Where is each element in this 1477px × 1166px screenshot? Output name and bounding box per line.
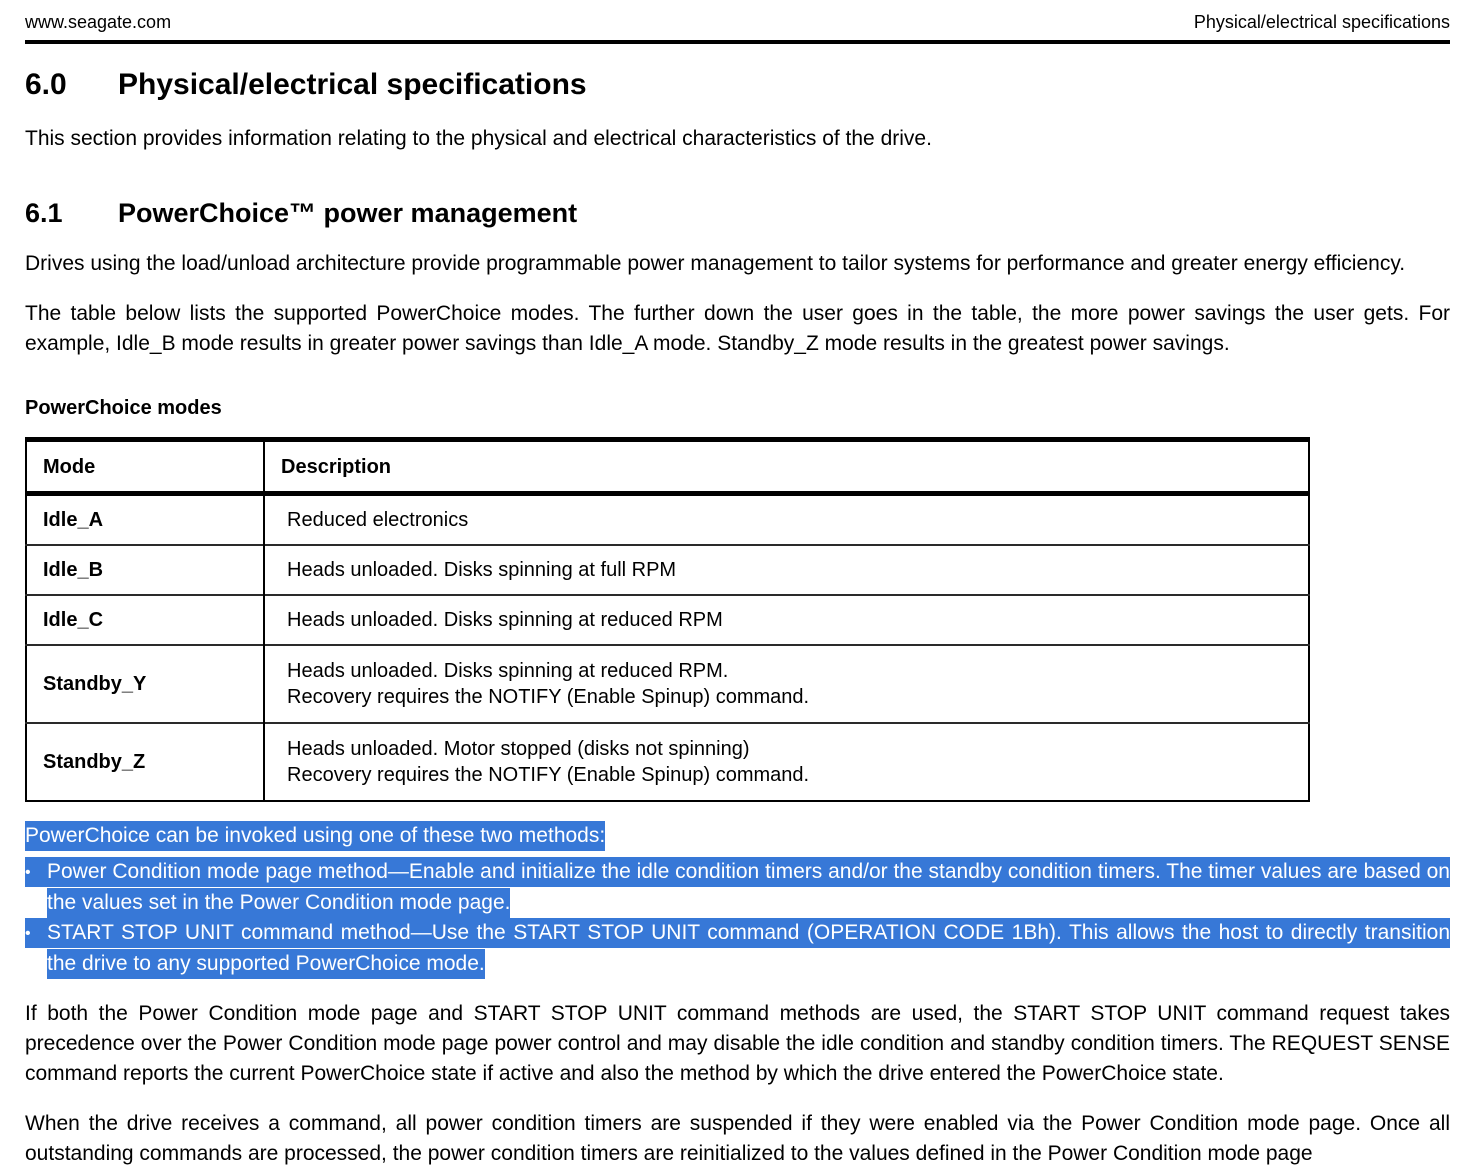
table-caption: PowerChoice modes: [25, 397, 222, 419]
column-header-description: Description: [264, 440, 1309, 494]
bullet-icon: •: [25, 925, 31, 942]
table-row: [26, 723, 1309, 801]
section-6-heading: [25, 68, 1450, 102]
section-6-1-title: PowerChoice™ power management: [118, 198, 578, 228]
table-row: [26, 645, 1309, 723]
mode-cell: Standby_Y: [26, 645, 264, 723]
description-cell: Heads unloaded. Disks spinning at reduced RPM. Recovery requires the NOTIFY (Enable Spinup) command.: [264, 645, 1309, 723]
table-header: [26, 440, 1309, 494]
running-header: [25, 0, 1450, 40]
mode-cell: Idle_C: [26, 595, 264, 645]
description-cell: Reduced electronics: [264, 494, 1309, 546]
bullet-icon: •: [25, 864, 31, 881]
bullet-item[interactable]: [25, 857, 1450, 918]
selected-text[interactable]: PowerChoice can be invoked using one of these two methods:: [25, 821, 605, 851]
selection-intro-line[interactable]: [25, 821, 1450, 851]
mode-cell: Idle_B: [26, 545, 264, 595]
table-row: [26, 545, 1309, 595]
table-row: [26, 494, 1309, 546]
powerchoice-paragraph-3: If both the Power Condition mode page and START STOP UNIT command methods are used, the START STOP UNIT command request takes precedence over the Power Condition mode page power control and may disable the idle condition and standby condition timers. The REQUEST SENSE command reports the current PowerChoice state if active and also the method by which the drive entered the PowerChoice state.: [25, 1002, 1450, 1085]
bullet-item[interactable]: [25, 918, 1450, 979]
column-header-mode: Mode: [26, 440, 264, 494]
header-rule: [25, 40, 1450, 44]
description-cell: Heads unloaded. Disks spinning at reduced RPM: [264, 595, 1309, 645]
powerchoice-modes-table: [25, 437, 1310, 802]
section-6-intro-paragraph: This section provides information relating to the physical and electrical characteristics of the drive.: [25, 127, 932, 150]
description-cell: Heads unloaded. Motor stopped (disks not spinning) Recovery requires the NOTIFY (Enable Spinup) command.: [264, 723, 1309, 801]
section-6-1-number: 6.1: [25, 198, 63, 228]
section-6-title: Physical/electrical specifications: [118, 68, 587, 101]
table-header-row: [26, 440, 1309, 494]
powerchoice-paragraph-2: The table below lists the supported PowerChoice modes. The further down the user goes in the table, the more power savings the user gets. For example, Idle_B mode results in greater power savings than Idle_A mode. Standby_Z mode results in the greatest power savings.: [25, 302, 1450, 355]
header-section-title: Physical/electrical specifications: [1193, 12, 1450, 32]
powerchoice-paragraph-4: When the drive receives a command, all power condition timers are suspended if they were enabled via the Power Condition mode page. Once all outstanding commands are processed, the power condition timers are reinitialized to the values defined in the Power Condition mode page: [25, 1112, 1450, 1165]
description-cell: Heads unloaded. Disks spinning at full RPM: [264, 545, 1309, 595]
selected-text-block[interactable]: [25, 821, 1450, 979]
mode-cell: Idle_A: [43, 509, 104, 531]
selection-bullet-list: [25, 857, 1450, 979]
section-6-1-heading: [25, 198, 1450, 229]
powerchoice-paragraph-1: Drives using the load/unload architecture provide programmable power management to tailor systems for performance and greater energy efficiency.: [25, 252, 1406, 275]
mode-cell: Standby_Z: [26, 723, 264, 801]
selected-text[interactable]: START STOP UNIT command method—Use the START STOP UNIT command (OPERATION CODE 1Bh). This allows the host to directly transition the drive to any supported PowerChoice mode.: [47, 921, 1450, 975]
table-row: [26, 595, 1309, 645]
section-6-number: 6.0: [25, 68, 67, 101]
header-url: www.seagate.com: [25, 12, 172, 32]
selected-text[interactable]: Power Condition mode page method—Enable and initialize the idle condition timers and/or the standby condition timers. The timer values are based on the values set in the Power Condition mode page.: [47, 860, 1450, 914]
